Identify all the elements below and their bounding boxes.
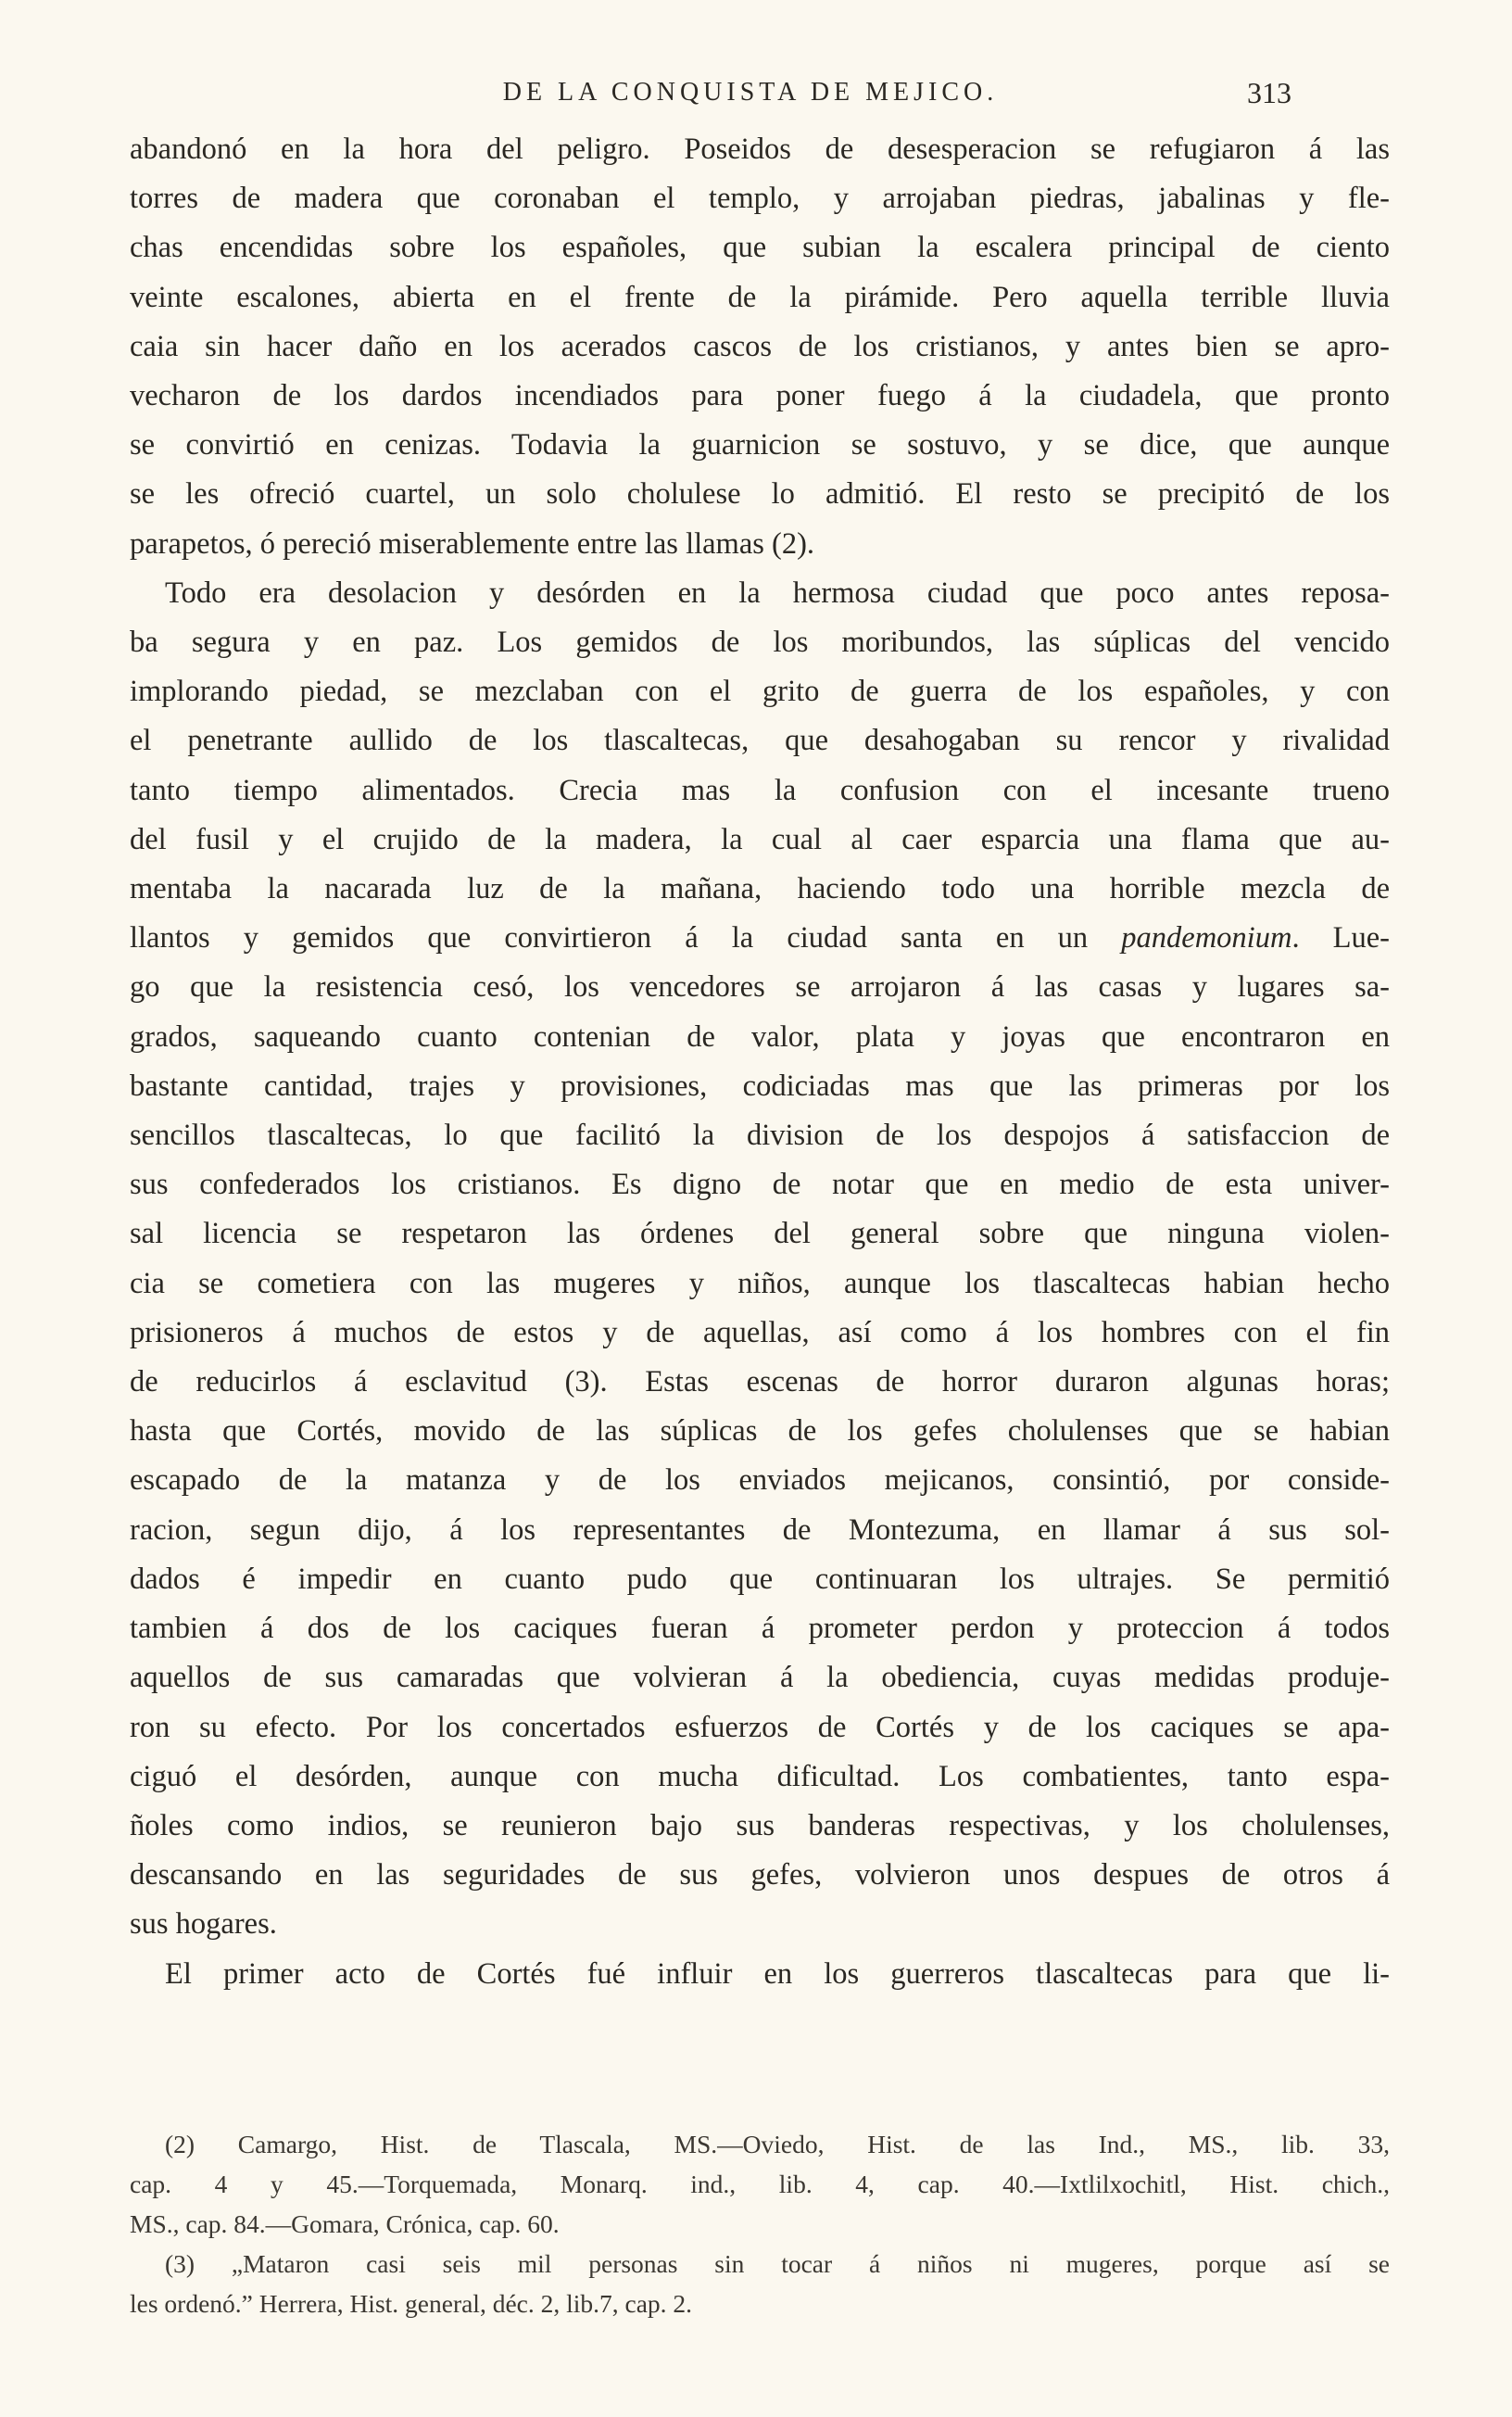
body-line-05: caia sin hacer daño en los acerados cascos de los cristianos, y antes bien se apro- [130,329,1390,363]
body-line-30: dados é impedir en cuanto pudo que continuaran los ultrajes. Se permitió [130,1562,1390,1596]
running-title: DE LA CONQUISTA DE MEJICO. [502,78,999,107]
body-line-19: grados, saqueando cuanto contenian de valor, plata y joyas que encontraron en [130,1019,1390,1054]
body-line-04: veinte escalones, abierta en el frente de la pirámide. Pero aquella terrible lluvia [130,280,1390,314]
body-line-27: hasta que Cortés, movido de las súplicas de los gefes cholulenses que se habian [130,1414,1390,1449]
body-line-22: sus confederados los cristianos. Es digno de notar que en medio de esta univer- [130,1168,1390,1202]
body-line-14: tanto tiempo alimentados. Crecia mas la confusion con el incesante trueno [130,773,1390,807]
body-line-31: tambien á dos de los caciques fueran á prometer perdon y proteccion á todos [130,1612,1390,1646]
body-line-08: se les ofreció cuartel, un solo cholulese lo admitió. El resto se precipitó de los [130,477,1390,512]
footnote-line-02: cap. 4 y 45.—Torquemada, Monarq. ind., lib. 4, cap. 40.—Ixtlilxochitl, Hist. chich., [130,2170,1390,2198]
body-line-23: sal licencia se respetaron las órdenes del general sobre que ninguna violen- [130,1217,1390,1251]
body-line-33: ron su efecto. Por los concertados esfuerzos de Cortés y de los caciques se apa- [130,1710,1390,1744]
body-line-03: chas encendidas sobre los españoles, que subian la escalera principal de ciento [130,231,1390,265]
body-line-28: escapado de la matanza y de los enviados mejicanos, consintió, por conside- [130,1463,1390,1498]
body-line-13: el penetrante aullido de los tlascaltecas, que desahogaban su rencor y rivalidad [130,724,1390,758]
body-line-16: mentaba la nacarada luz de la mañana, haciendo todo una horrible mezcla de [130,872,1390,906]
body-line-02: torres de madera que coronaban el templo, y arrojaban piedras, jabalinas y fle- [130,182,1390,216]
body-line-36: descansando en las seguridades de sus gefes, volvieron unos despues de otros á [130,1858,1390,1892]
body-line-24: cia se cometiera con las mugeres y niños, aunque los tlascaltecas habian hecho [130,1266,1390,1300]
body-line-26: de reducirlos á esclavitud (3). Estas escenas de horror duraron algunas horas; [130,1365,1390,1399]
footnotes [130,2124,1390,2323]
body-line-37: sus hogares. [130,1907,277,1942]
body-line-35: ñoles como indios, se reunieron bajo sus banderas respectivas, y los cholulenses, [130,1808,1390,1842]
body-line-17-end: . Lue- [1292,921,1391,955]
body-line-09: parapetos, ó pereció miserablemente entre las llamas (2). [130,526,815,561]
body-line-20: bastante cantidad, trajes y provisiones, codiciadas mas que las primeras por los [130,1069,1390,1103]
footnote-line-01: (2) Camargo, Hist. de Tlascala, MS.—Oviedo, Hist. de las Ind., MS., lib. 33, [165,2130,1390,2158]
body-line-01: abandonó en la hora del peligro. Poseidos de desesperacion se refugiaron á las [130,133,1390,166]
body-line-38: El primer acto de Cortés fué influir en los guerreros tlascaltecas para que li- [165,1956,1390,1991]
running-header [0,78,1512,117]
pandemonium-word: pandemonium [1121,921,1292,955]
body-line-29: racion, segun dijo, á los representantes de Montezuma, en llamar á sus sol- [130,1512,1390,1547]
footnote-line-05: les ordenó.” Herrera, Hist. general, déc. 2, lib.7, cap. 2. [130,2289,693,2318]
body-line-17-start: llantos y gemidos que convirtieron á la ciudad santa en un [130,921,1089,955]
body-line-07: se convirtió en cenizas. Todavia la guarnicion se sostuvo, y se dice, que aunque [130,428,1390,462]
body-line-10: Todo era desolacion y desórden en la hermosa ciudad que poco antes reposa- [165,576,1390,610]
body-line-15: del fusil y el crujido de la madera, la cual al caer esparcia una flama que au- [130,822,1390,856]
body-line-11: ba segura y en paz. Los gemidos de los moribundos, las súplicas del vencido [130,626,1390,660]
body-line-21: sencillos tlascaltecas, lo que facilitó la division de los despojos á satisfaccion de [130,1119,1390,1153]
body-line-06: vecharon de los dardos incendiados para poner fuego á la ciudadela, que pronto [130,379,1390,413]
footnote-line-03: MS., cap. 84.—Gomara, Crónica, cap. 60. [130,2209,560,2238]
body-line-17 [130,914,1390,963]
footnote-line-04: (3) „Mataron casi seis mil personas sin tocar á niños ni mugeres, porque así se [165,2249,1390,2278]
body-line-32: aquellos de sus camaradas que volvieran á la obediencia, cuyas medidas produje- [130,1661,1390,1695]
page-number: 313 [1247,76,1292,109]
body-line-25: prisioneros á muchos de estos y de aquellas, así como á los hombres con el fin [130,1315,1390,1349]
body-line-12: implorando piedad, se mezclaban con el grito de guerra de los españoles, y con [130,675,1390,709]
body-line-34: ciguó el desórden, aunque con mucha dificultad. Los combatientes, tanto espa- [130,1759,1390,1793]
body-line-18: go que la resistencia cesó, los vencedores se arrojaron á las casas y lugares sa- [130,970,1390,1005]
main-text [130,125,1390,1999]
